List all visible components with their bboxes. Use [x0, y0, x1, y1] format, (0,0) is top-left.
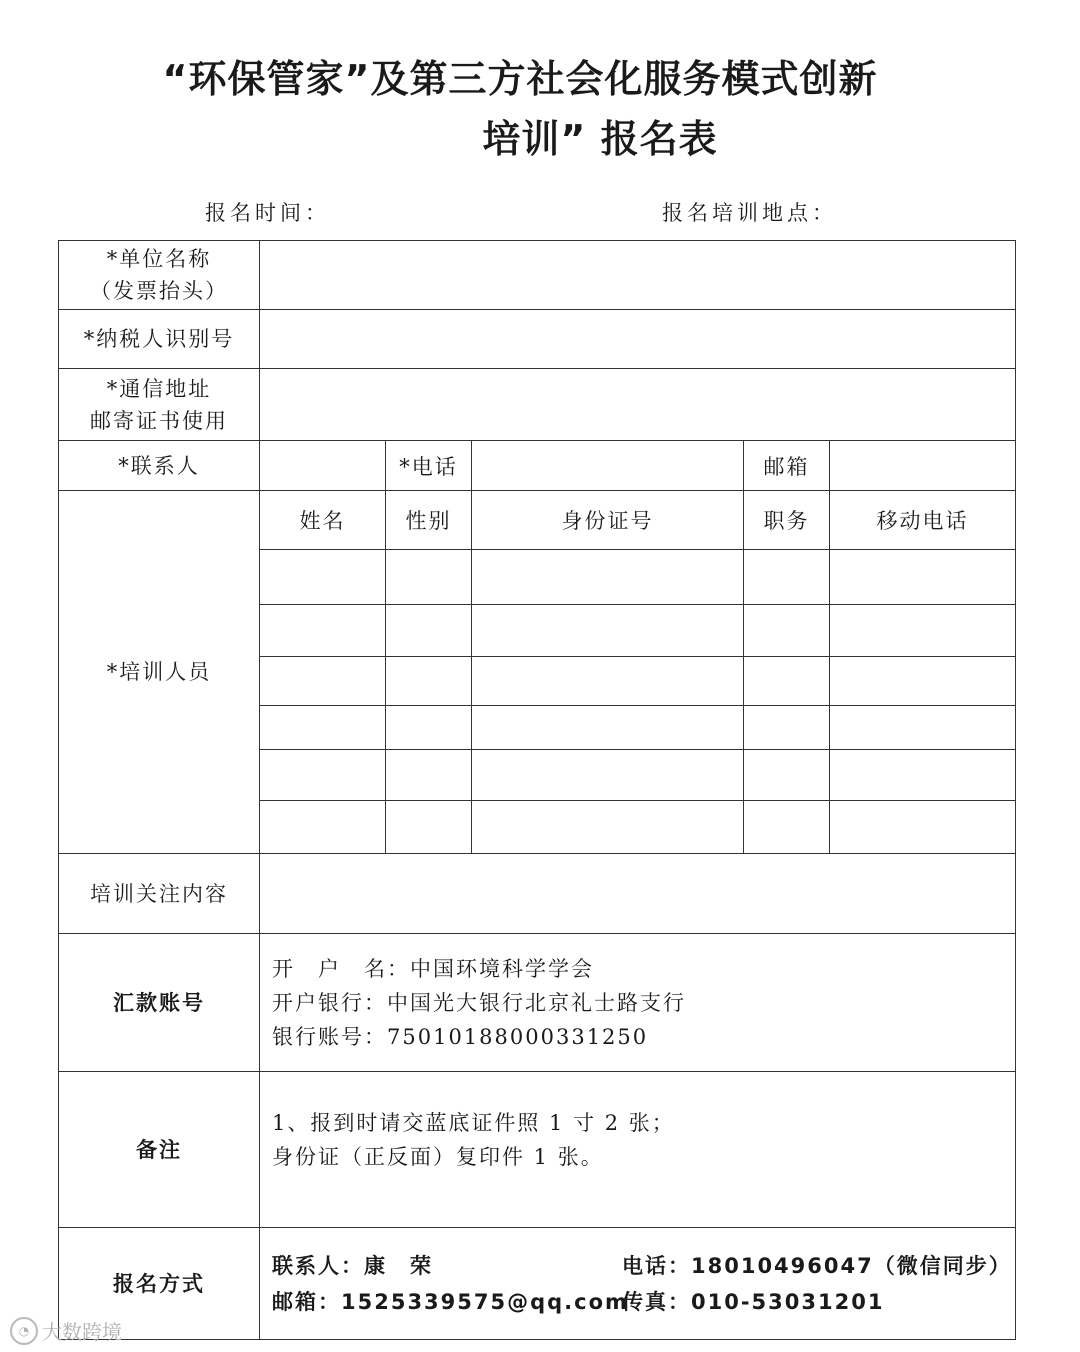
trainee-position-cell[interactable]: [744, 750, 830, 801]
trainee-mobile-cell[interactable]: [830, 750, 1016, 801]
trainee-mobile-cell[interactable]: [830, 657, 1016, 706]
trainees-label: *培训人员: [59, 491, 260, 854]
trainee-id-cell[interactable]: [472, 550, 744, 605]
trainee-name-cell[interactable]: [260, 750, 386, 801]
phone-field[interactable]: [472, 441, 744, 491]
mailing-address-label: *通信地址 邮寄证书使用: [59, 369, 260, 441]
signup-method-info: [260, 1228, 1016, 1340]
contact-person-label: *联系人: [59, 441, 260, 491]
trainee-name-cell[interactable]: [260, 657, 386, 706]
tax-id-label: *纳税人识别号: [59, 310, 260, 369]
company-name-label: *单位名称 （发票抬头）: [59, 241, 260, 310]
watermark-logo-icon: ◔: [10, 1317, 38, 1345]
trainee-gender-cell[interactable]: [386, 801, 472, 854]
signup-fax: 传真：010-53031201: [622, 1289, 885, 1314]
form-title-line1: “环保管家”及第三方社会化服务模式创新: [162, 57, 878, 101]
watermark: [10, 1316, 122, 1345]
training-focus-label: 培训关注内容: [59, 854, 260, 934]
training-focus-field[interactable]: [260, 854, 1016, 934]
bank-line: 开户银行：中国光大银行北京礼士路支行: [272, 990, 686, 1015]
phone-label: *电话: [386, 441, 472, 491]
signup-time-label: 报名时间：: [205, 201, 330, 225]
form-title-line2: 培训” 报名表: [482, 117, 718, 161]
signup-phone: 电话：18010496047（微信同步）: [622, 1253, 1012, 1278]
trainee-id-cell[interactable]: [472, 605, 744, 657]
signup-contact-person: 联系人：康 荣: [272, 1253, 433, 1278]
watermark-text: 大数跨境: [42, 1320, 122, 1344]
trainee-mobile-cell[interactable]: [830, 605, 1016, 657]
email-label: 邮箱: [744, 441, 830, 491]
email-field[interactable]: [830, 441, 1016, 491]
trainee-id-cell[interactable]: [472, 801, 744, 854]
notes-line-2: 身份证（正反面）复印件 1 张。: [272, 1144, 604, 1169]
trainee-mobile-cell[interactable]: [830, 550, 1016, 605]
trainee-gender-cell[interactable]: [386, 605, 472, 657]
trainee-position-cell[interactable]: [744, 605, 830, 657]
trainee-position-cell[interactable]: [744, 657, 830, 706]
trainee-header-mobile: 移动电话: [830, 491, 1016, 550]
trainee-mobile-cell[interactable]: [830, 801, 1016, 854]
account-name-line: 开 户 名：中国环境科学学会: [272, 956, 594, 981]
notes-label: 备注: [59, 1072, 260, 1228]
trainee-id-cell[interactable]: [472, 750, 744, 801]
signup-email: 邮箱：1525339575@qq.com: [272, 1289, 629, 1314]
trainee-gender-cell[interactable]: [386, 657, 472, 706]
trainee-gender-cell[interactable]: [386, 706, 472, 750]
trainee-position-cell[interactable]: [744, 801, 830, 854]
remittance-account-label: 汇款账号: [59, 934, 260, 1072]
trainee-name-cell[interactable]: [260, 706, 386, 750]
mailing-address-field[interactable]: [260, 369, 1016, 441]
remittance-account-info: [260, 934, 1016, 1072]
registration-form-table: [58, 240, 1016, 1340]
trainee-header-name: 姓名: [260, 491, 386, 550]
trainee-position-cell[interactable]: [744, 706, 830, 750]
trainee-gender-cell[interactable]: [386, 750, 472, 801]
signup-method-label: 报名方式: [59, 1228, 260, 1340]
trainee-mobile-cell[interactable]: [830, 706, 1016, 750]
notes-line-1: 1、报到时请交蓝底证件照 1 寸 2 张；: [272, 1110, 675, 1135]
trainee-header-position: 职务: [744, 491, 830, 550]
signup-place-label: 报名培训地点：: [662, 201, 837, 225]
trainee-name-cell[interactable]: [260, 550, 386, 605]
contact-person-field[interactable]: [260, 441, 386, 491]
trainee-name-cell[interactable]: [260, 801, 386, 854]
trainee-gender-cell[interactable]: [386, 550, 472, 605]
trainee-header-id-number: 身份证号: [472, 491, 744, 550]
trainee-position-cell[interactable]: [744, 550, 830, 605]
trainee-id-cell[interactable]: [472, 706, 744, 750]
trainee-id-cell[interactable]: [472, 657, 744, 706]
trainee-header-gender: 性别: [386, 491, 472, 550]
notes-content: [260, 1072, 1016, 1228]
company-name-field[interactable]: [260, 241, 1016, 310]
account-number-line: 银行账号：75010188000331250: [272, 1024, 649, 1049]
trainee-name-cell[interactable]: [260, 605, 386, 657]
tax-id-field[interactable]: [260, 310, 1016, 369]
